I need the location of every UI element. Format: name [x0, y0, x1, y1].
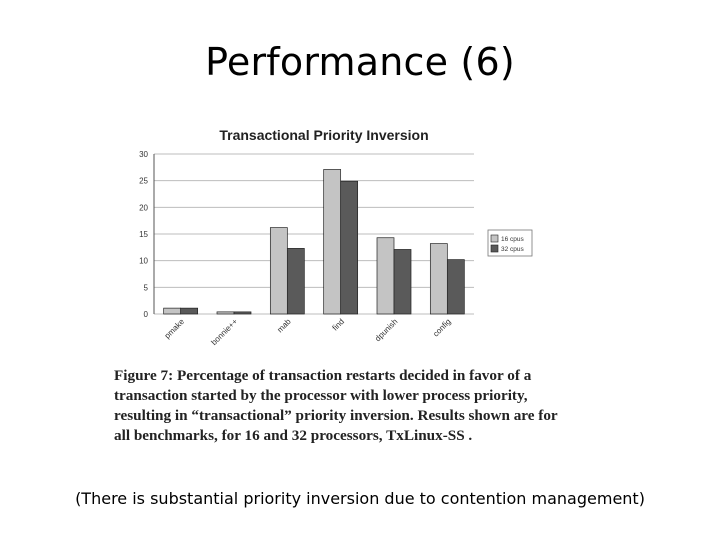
bar-mab-0	[270, 228, 287, 314]
bar-chart	[104, 118, 584, 368]
x-tick-label: find	[330, 317, 347, 333]
legend	[488, 230, 532, 256]
chart-title: Transactional Priority Inversion	[219, 127, 429, 143]
x-tick-label: bonnie++	[209, 317, 240, 348]
y-tick-label: 30	[139, 150, 148, 159]
legend-swatch	[491, 235, 498, 242]
slide-footnote: (There is substantial priority inversion due to contention management)	[75, 489, 645, 508]
y-tick-label: 5	[143, 283, 148, 293]
y-tick-label: 15	[139, 230, 148, 239]
legend-swatch	[491, 245, 498, 252]
figure-caption: Figure 7: Percentage of transaction restarts decided in favor of a transaction started by the processor with lower process priority, resulting in “transactional” priority inversion. Results shown are for all benchmarks, for 16 and 32 processors, TxLinux-SS .	[114, 367, 558, 444]
bar-dpunish-1	[394, 249, 411, 314]
y-tick-label: 20	[139, 203, 148, 213]
bar-dpunish-0	[377, 238, 394, 314]
bar-pmake-0	[164, 308, 181, 314]
x-tick-label: dpunish	[373, 317, 400, 344]
x-tick-label: mab	[275, 317, 293, 335]
legend-label: 32 cpus	[501, 246, 524, 253]
y-tick-label: 25	[139, 176, 148, 186]
bar-find-0	[324, 169, 341, 314]
bar-bonnie-0	[217, 312, 234, 314]
bar-config-1	[447, 260, 464, 314]
bars	[164, 169, 465, 314]
bar-pmake-1	[181, 308, 198, 314]
bar-find-1	[341, 181, 358, 314]
bar-mab-1	[287, 248, 304, 314]
figure	[104, 118, 584, 468]
y-tick-label: 10	[139, 256, 148, 266]
legend-label: 16 cpus	[501, 236, 524, 243]
bar-bonnie-1	[234, 312, 251, 314]
slide-title: Performance (6)	[205, 40, 515, 84]
x-tick-label: config	[431, 317, 453, 339]
gridlines	[154, 154, 474, 314]
y-tick-label: 0	[143, 310, 148, 319]
x-tick-label: pmake	[162, 317, 187, 341]
bar-config-0	[430, 244, 447, 314]
